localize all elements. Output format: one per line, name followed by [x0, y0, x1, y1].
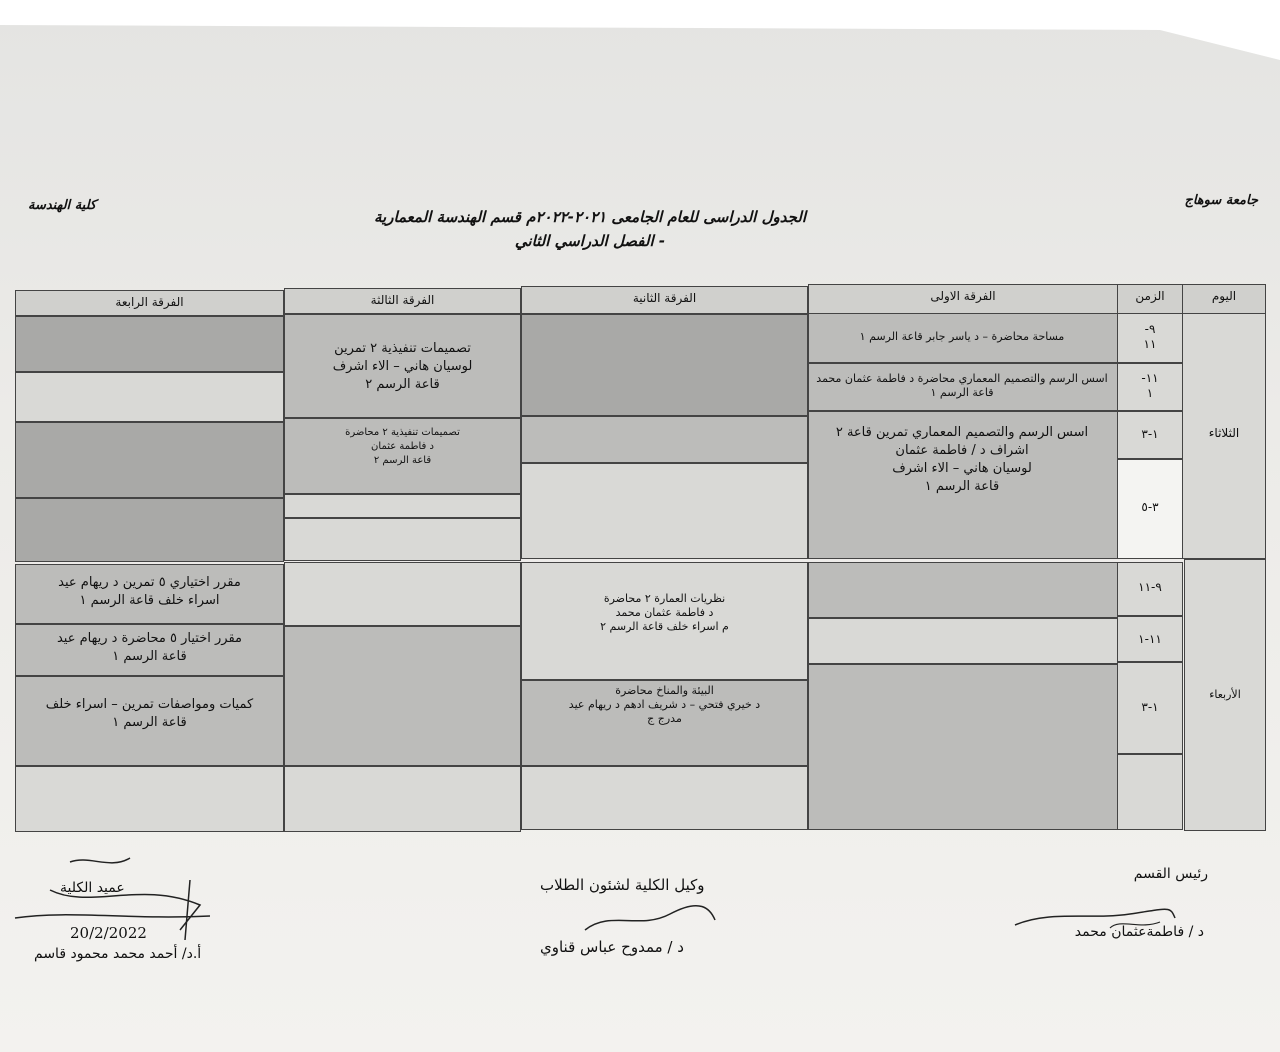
time-w3: ١-٣ — [1141, 700, 1159, 714]
header-year4: الفرقة الرابعة — [15, 290, 284, 316]
head-of-department-name: د / فاطمةعثمان محمد — [1074, 924, 1204, 940]
time-cell — [1117, 754, 1183, 830]
time-t4: ٣-٥ — [1141, 500, 1159, 514]
cell-tue-y3-3 — [284, 494, 521, 518]
cell-wed-y2-3 — [521, 766, 808, 830]
semester-title: - الفصل الدراسي الثاني — [514, 232, 666, 250]
time-t1: ٩- ١١ — [1143, 322, 1157, 351]
schedule-title: الجدول الدراسى للعام الجامعى ٢٠٢١-٢٠٢٢م قسم الهندسة المعمارية — [373, 208, 806, 226]
time-w2: ١١-١ — [1138, 632, 1162, 646]
cell-tue-y4-3 — [15, 422, 284, 498]
cell-text: كميات ومواصفات تمرين – اسراء خلف قاعة الرسم ١ — [45, 697, 254, 730]
head-signature-image — [1010, 900, 1180, 940]
cell-wed-y4-4 — [15, 766, 284, 832]
vice-signature-image — [580, 900, 720, 940]
cell-wed-y3-2 — [284, 626, 521, 766]
cell-text: مقرر اختيار ٥ محاضرة د ريهام عيد قاعة الرسم ١ — [56, 631, 243, 664]
dean-name: أ.د/ أحمد محمد محمود قاسم — [34, 946, 202, 962]
day-tuesday: الثلاثاء — [1208, 426, 1240, 440]
time-t3: ١-٣ — [1141, 427, 1159, 441]
vice-dean-title: وكيل الكلية لشئون الطلاب — [540, 876, 705, 894]
cell-tue-y4-4 — [15, 498, 284, 562]
cell-tue-y2-2 — [521, 416, 808, 463]
dean-title: عميد الكلية — [60, 880, 125, 896]
cell-text: اسس الرسم والتصميم المعماري محاضرة د فاطمة عثمان محمد قاعة الرسم ١ — [816, 372, 1108, 399]
cell-text: تصميمات تنفيذية ٢ محاضرة د فاطمة عثمان قاعة الرسم ٢ — [345, 427, 460, 466]
cell-text: اسس الرسم والتصميم المعماري تمرين قاعة ٢ اشراف د / فاطمة عثمان لوسيان هاني – الاء اشرف قاعة الرسم ١ — [835, 425, 1089, 494]
header-day: اليوم — [1182, 284, 1266, 314]
cell-text: تصميمات تنفيذية ٢ تمرين لوسيان هاني – الاء اشرف قاعة الرسم ٢ — [332, 341, 473, 392]
vice-dean-name: د / ممدوح عباس قناوي — [540, 938, 684, 956]
time-w1: ٩-١١ — [1138, 580, 1162, 594]
cell-wed-y3-1 — [284, 562, 521, 626]
day-wednesday: الأربعاء — [1209, 688, 1241, 701]
header-year1: الفرقة الاولى — [808, 284, 1118, 314]
dean-signature-image — [10, 850, 240, 950]
cell-tue-y4-1 — [15, 316, 284, 372]
faculty-name: كلية الهندسة — [28, 198, 97, 213]
cell-text: نظريات العمارة ٢ محاضرة د فاطمة عثمان محمد م اسراء خلف قاعة الرسم ٢ — [600, 592, 729, 633]
header-year3: الفرقة الثالثة — [284, 288, 521, 314]
cell-tue-y4-2 — [15, 372, 284, 422]
cell-tue-y2-1 — [521, 314, 808, 416]
time-t2: ١١- ١ — [1141, 371, 1159, 400]
header-year2: الفرقة الثانية — [521, 286, 808, 314]
university-name: جامعة سوهاج — [1184, 193, 1258, 208]
cell-text: مساحة محاضرة – د ياسر جابر قاعة الرسم ١ — [859, 330, 1065, 343]
cell-wed-y3-3 — [284, 766, 521, 832]
cell-tue-y2-3 — [521, 463, 808, 559]
header-time: الزمن — [1117, 284, 1183, 314]
head-of-department-title: رئيس القسم — [1133, 866, 1208, 882]
cell-wed-y1-3 — [808, 664, 1118, 830]
cell-text: مقرر اختياري ٥ تمرين د ريهام عيد اسراء خلف قاعة الرسم ١ — [58, 575, 241, 608]
cell-wed-y1-2 — [808, 618, 1118, 664]
page-edge — [0, 0, 1280, 60]
cell-wed-y1-1 — [808, 562, 1118, 618]
cell-tue-y3-4 — [284, 518, 521, 561]
dean-date: 20/2/2022 — [70, 924, 147, 942]
cell-text: البيئة والمناخ محاضرة د خيري فتحي – د شريف ادهم د ريهام عيد مدرج ج — [568, 684, 761, 725]
